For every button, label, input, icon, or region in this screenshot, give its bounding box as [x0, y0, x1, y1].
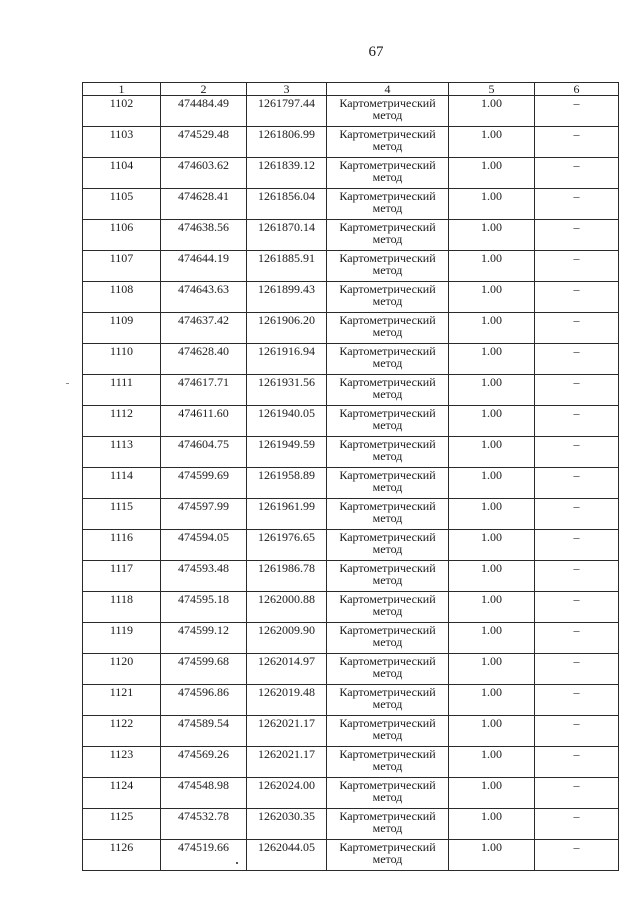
header-row [83, 83, 619, 96]
point-number-cell: 1108 [83, 282, 161, 313]
y-coordinate-cell: 1261806.99 [247, 127, 327, 158]
point-number-cell: 1115 [83, 499, 161, 530]
note-cell: – [535, 809, 619, 840]
y-coordinate-cell: 1261961.99 [247, 499, 327, 530]
y-coordinate-cell: 1262024.00 [247, 778, 327, 809]
point-number-cell: 1107 [83, 251, 161, 282]
table-row [83, 189, 619, 220]
point-number-cell: 1123 [83, 747, 161, 778]
point-number-cell: 1113 [83, 437, 161, 468]
accuracy-cell: 1.00 [449, 592, 535, 623]
note-cell: – [535, 189, 619, 220]
method-cell: Картометрический метод [327, 96, 449, 127]
accuracy-cell: 1.00 [449, 530, 535, 561]
x-coordinate-cell: 474594.05 [161, 530, 247, 561]
accuracy-cell: 1.00 [449, 840, 535, 871]
point-number-cell: 1104 [83, 158, 161, 189]
table-row [83, 96, 619, 127]
point-number-cell: 1120 [83, 654, 161, 685]
table-row [83, 375, 619, 406]
note-cell: – [535, 747, 619, 778]
note-cell: – [535, 282, 619, 313]
y-coordinate-cell: 1261916.94 [247, 344, 327, 375]
table-row [83, 716, 619, 747]
y-coordinate-cell: 1261958.89 [247, 468, 327, 499]
header-col-1: 1 [83, 83, 161, 96]
note-cell: – [535, 127, 619, 158]
note-cell: – [535, 437, 619, 468]
accuracy-cell: 1.00 [449, 282, 535, 313]
point-number-cell: 1118 [83, 592, 161, 623]
y-coordinate-cell: 1262019.48 [247, 685, 327, 716]
x-coordinate-cell: 474597.99 [161, 499, 247, 530]
x-coordinate-cell: 474644.19 [161, 251, 247, 282]
table-row [83, 313, 619, 344]
point-number-cell: 1126 [83, 840, 161, 871]
method-cell: Картометрический метод [327, 313, 449, 344]
note-cell: – [535, 623, 619, 654]
accuracy-cell: 1.00 [449, 96, 535, 127]
method-cell: Картометрический метод [327, 220, 449, 251]
note-cell: – [535, 468, 619, 499]
point-number-cell: 1114 [83, 468, 161, 499]
accuracy-cell: 1.00 [449, 778, 535, 809]
accuracy-cell: 1.00 [449, 158, 535, 189]
method-cell: Картометрический метод [327, 437, 449, 468]
header-col-6: 6 [535, 83, 619, 96]
note-cell: – [535, 96, 619, 127]
method-cell: Картометрический метод [327, 189, 449, 220]
y-coordinate-cell: 1262009.90 [247, 623, 327, 654]
y-coordinate-cell: 1262030.35 [247, 809, 327, 840]
note-cell: – [535, 406, 619, 437]
y-coordinate-cell: 1261839.12 [247, 158, 327, 189]
x-coordinate-cell: 474599.12 [161, 623, 247, 654]
table-row [83, 623, 619, 654]
method-cell: Картометрический метод [327, 592, 449, 623]
method-cell: Картометрический метод [327, 654, 449, 685]
y-coordinate-cell: 1261986.78 [247, 561, 327, 592]
method-cell: Картометрический метод [327, 344, 449, 375]
method-cell: Картометрический метод [327, 716, 449, 747]
y-coordinate-cell: 1261856.04 [247, 189, 327, 220]
accuracy-cell: 1.00 [449, 685, 535, 716]
method-cell: Картометрический метод [327, 778, 449, 809]
note-cell: – [535, 220, 619, 251]
table-row [83, 499, 619, 530]
table-row [83, 220, 619, 251]
x-coordinate-cell: 474519.66 [161, 840, 247, 871]
note-cell: – [535, 313, 619, 344]
y-coordinate-cell: 1261931.56 [247, 375, 327, 406]
x-coordinate-cell: 474637.42 [161, 313, 247, 344]
x-coordinate-cell: 474532.78 [161, 809, 247, 840]
table-row [83, 406, 619, 437]
margin-mark [66, 383, 69, 384]
method-cell: Картометрический метод [327, 158, 449, 189]
x-coordinate-cell: 474603.62 [161, 158, 247, 189]
table-row [83, 127, 619, 158]
point-number-cell: 1111 [83, 375, 161, 406]
x-coordinate-cell: 474548.98 [161, 778, 247, 809]
page-number: 67 [368, 44, 384, 60]
method-cell: Картометрический метод [327, 282, 449, 313]
table-row [83, 747, 619, 778]
point-number-cell: 1122 [83, 716, 161, 747]
accuracy-cell: 1.00 [449, 716, 535, 747]
y-coordinate-cell: 1261940.05 [247, 406, 327, 437]
table-row [83, 282, 619, 313]
x-coordinate-cell: 474604.75 [161, 437, 247, 468]
y-coordinate-cell: 1262014.97 [247, 654, 327, 685]
accuracy-cell: 1.00 [449, 623, 535, 654]
point-number-cell: 1103 [83, 127, 161, 158]
accuracy-cell: 1.00 [449, 747, 535, 778]
method-cell: Картометрический метод [327, 251, 449, 282]
method-cell: Картометрический метод [327, 561, 449, 592]
point-number-cell: 1106 [83, 220, 161, 251]
x-coordinate-cell: 474589.54 [161, 716, 247, 747]
accuracy-cell: 1.00 [449, 313, 535, 344]
point-number-cell: 1105 [83, 189, 161, 220]
y-coordinate-cell: 1262021.17 [247, 747, 327, 778]
x-coordinate-cell: 474593.48 [161, 561, 247, 592]
accuracy-cell: 1.00 [449, 809, 535, 840]
header-col-5: 5 [449, 83, 535, 96]
note-cell: – [535, 251, 619, 282]
note-cell: – [535, 561, 619, 592]
accuracy-cell: 1.00 [449, 468, 535, 499]
x-coordinate-cell: 474599.69 [161, 468, 247, 499]
method-cell: Картометрический метод [327, 375, 449, 406]
header-col-3: 3 [247, 83, 327, 96]
y-coordinate-cell: 1261870.14 [247, 220, 327, 251]
x-coordinate-cell: 474596.86 [161, 685, 247, 716]
method-cell: Картометрический метод [327, 809, 449, 840]
point-number-cell: 1124 [83, 778, 161, 809]
method-cell: Картометрический метод [327, 530, 449, 561]
x-coordinate-cell: 474569.26 [161, 747, 247, 778]
y-coordinate-cell: 1262044.05 [247, 840, 327, 871]
point-number-cell: 1121 [83, 685, 161, 716]
coordinates-table [82, 82, 619, 871]
table-row [83, 158, 619, 189]
accuracy-cell: 1.00 [449, 251, 535, 282]
y-coordinate-cell: 1261885.91 [247, 251, 327, 282]
table-row [83, 778, 619, 809]
accuracy-cell: 1.00 [449, 189, 535, 220]
point-number-cell: 1110 [83, 344, 161, 375]
x-coordinate-cell: 474628.41 [161, 189, 247, 220]
accuracy-cell: 1.00 [449, 499, 535, 530]
method-cell: Картометрический метод [327, 685, 449, 716]
table-row [83, 344, 619, 375]
point-number-cell: 1112 [83, 406, 161, 437]
x-coordinate-cell: 474599.68 [161, 654, 247, 685]
x-coordinate-cell: 474628.40 [161, 344, 247, 375]
note-cell: – [535, 158, 619, 189]
table-row [83, 251, 619, 282]
method-cell: Картометрический метод [327, 406, 449, 437]
x-coordinate-cell: 474617.71 [161, 375, 247, 406]
table-row [83, 592, 619, 623]
method-cell: Картометрический метод [327, 747, 449, 778]
note-cell: – [535, 840, 619, 871]
x-coordinate-cell: 474643.63 [161, 282, 247, 313]
method-cell: Картометрический метод [327, 127, 449, 158]
note-cell: – [535, 499, 619, 530]
accuracy-cell: 1.00 [449, 437, 535, 468]
table-row [83, 468, 619, 499]
table-row [83, 561, 619, 592]
note-cell: – [535, 344, 619, 375]
y-coordinate-cell: 1261949.59 [247, 437, 327, 468]
y-coordinate-cell: 1261797.44 [247, 96, 327, 127]
y-coordinate-cell: 1261906.20 [247, 313, 327, 344]
x-coordinate-cell: 474611.60 [161, 406, 247, 437]
note-cell: – [535, 592, 619, 623]
accuracy-cell: 1.00 [449, 654, 535, 685]
x-coordinate-cell: 474529.48 [161, 127, 247, 158]
accuracy-cell: 1.00 [449, 344, 535, 375]
note-cell: – [535, 716, 619, 747]
point-number-cell: 1109 [83, 313, 161, 344]
table-row [83, 685, 619, 716]
point-number-cell: 1119 [83, 623, 161, 654]
note-cell: – [535, 375, 619, 406]
method-cell: Картометрический метод [327, 468, 449, 499]
y-coordinate-cell: 1261976.65 [247, 530, 327, 561]
x-coordinate-cell: 474484.49 [161, 96, 247, 127]
accuracy-cell: 1.00 [449, 406, 535, 437]
accuracy-cell: 1.00 [449, 561, 535, 592]
method-cell: Картометрический метод [327, 840, 449, 871]
method-cell: Картометрический метод [327, 623, 449, 654]
accuracy-cell: 1.00 [449, 127, 535, 158]
point-number-cell: 1116 [83, 530, 161, 561]
table-row [83, 654, 619, 685]
table-row [83, 809, 619, 840]
table-header [83, 83, 619, 96]
method-cell: Картометрический метод [327, 499, 449, 530]
point-number-cell: 1125 [83, 809, 161, 840]
point-number-cell: 1102 [83, 96, 161, 127]
table-row [83, 437, 619, 468]
y-coordinate-cell: 1262000.88 [247, 592, 327, 623]
x-coordinate-cell: 474595.18 [161, 592, 247, 623]
y-coordinate-cell: 1261899.43 [247, 282, 327, 313]
table-row [83, 530, 619, 561]
y-coordinate-cell: 1262021.17 [247, 716, 327, 747]
x-coordinate-cell: 474638.56 [161, 220, 247, 251]
accuracy-cell: 1.00 [449, 220, 535, 251]
table-body [83, 96, 619, 871]
table-row [83, 840, 619, 871]
note-cell: – [535, 654, 619, 685]
stray-mark [236, 862, 238, 864]
point-number-cell: 1117 [83, 561, 161, 592]
note-cell: – [535, 778, 619, 809]
note-cell: – [535, 685, 619, 716]
accuracy-cell: 1.00 [449, 375, 535, 406]
header-col-4: 4 [327, 83, 449, 96]
note-cell: – [535, 530, 619, 561]
header-col-2: 2 [161, 83, 247, 96]
